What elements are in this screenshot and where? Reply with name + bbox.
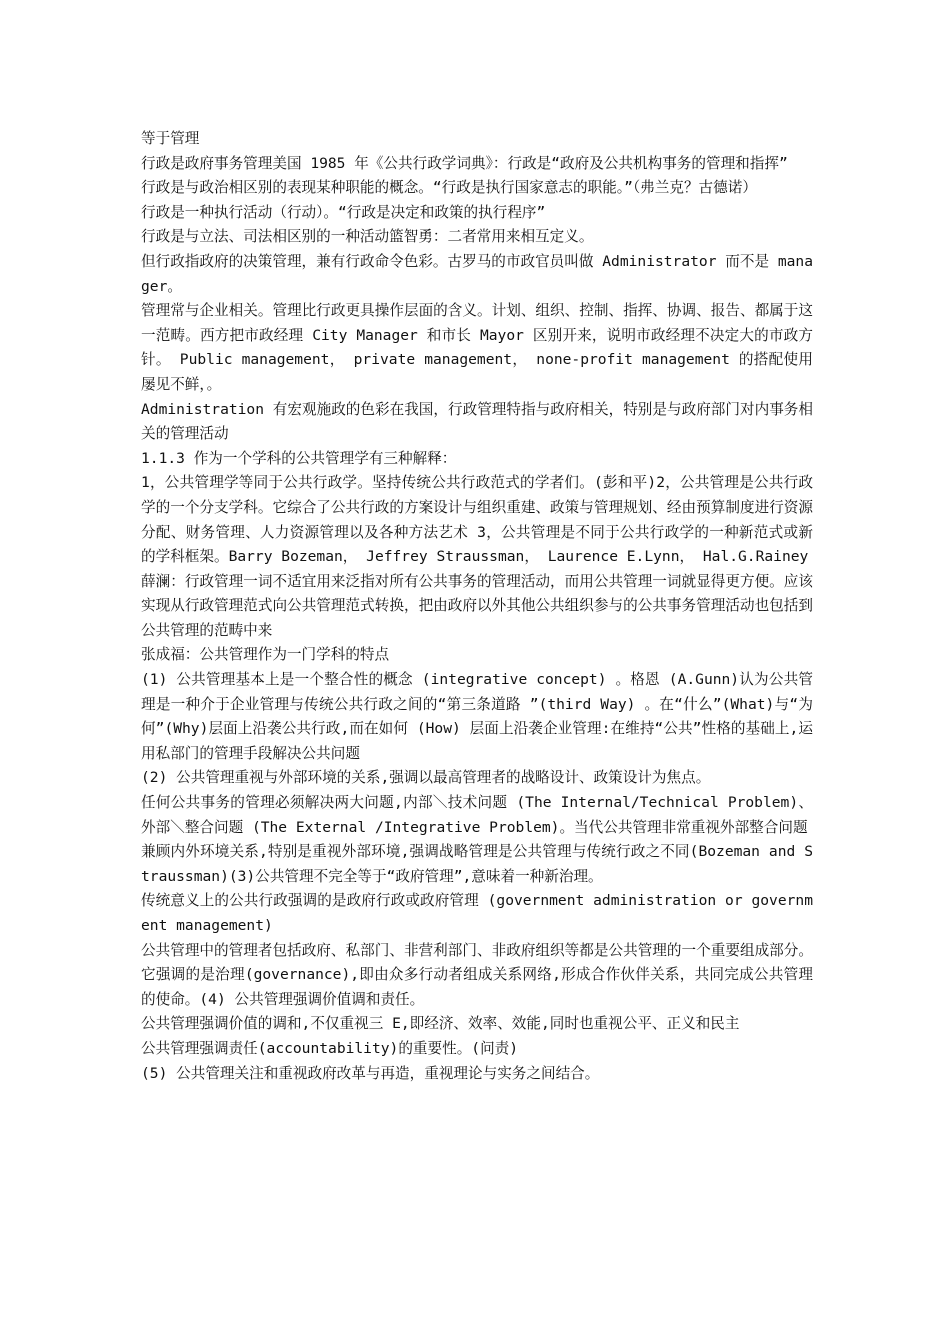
paragraph-5: 行政是与立法、司法相区别的一种活动篮智勇：二者常用来相互定义。: [141, 228, 594, 246]
paragraph-7: 管理常与企业相关。管理比行政更具操作层面的含义。计划、组织、控制、指挥、协调、报告、都属于这一范畴。西方把市政经理 City Manager 和市长 Mayor 区别开来，说明市政经理不决定大的市政方针。 Public management， private management， none-profit management 的搭配使用屡见不鲜，。: [141, 302, 813, 393]
paragraph-11: 薛澜：行政管理一词不适宜用来泛指对所有公共事务的管理活动，而用公共管理一词就显得更方便。应该实现从行政管理范式向公共管理范式转换，把由政府以外其他公共组织参与的公共事务管理活动也包括到公共管理的范畴中来: [141, 572, 813, 639]
paragraph-14: (2) 公共管理重视与外部环境的关系,强调以最高管理者的战略设计、政策设计为焦点。: [141, 769, 711, 787]
paragraph-16: 兼顾内外环境关系,特别是重视外部环境,强调战略管理是公共管理与传统行政之不同(Bozeman and Straussman)(3)公共管理不完全等于“政府管理”,意味着一种新治理。: [141, 843, 813, 885]
paragraph-1: 等于管理: [141, 130, 200, 147]
paragraph-2: 行政是政府事务管理美国 1985 年《公共行政学词典》：行政是“政府及公共机构事务的管理和指挥”: [141, 154, 788, 172]
paragraph-21: (5) 公共管理关注和重视政府改革与再造，重视理论与实务之间结合。: [141, 1064, 600, 1082]
document-body: [141, 127, 813, 1086]
paragraph-13: (1) 公共管理基本上是一个整合性的概念 (integrative concept) 。格恩 (A.Gunn)认为公共管理是一种介于企业管理与传统公共行政之间的“第三条道路 ”(third Way) 。在“什么”(What)与“为何”(Why)层面上沿袭公共行政,而在如何 (How) 层面上沿袭企业管理:在维持“公共”性格的基础上,运用私部门的管理手段解决公共问题: [141, 671, 813, 762]
paragraph-17: 传统意义上的公共行政强调的是政府行政或政府管理 (government administration or government management): [141, 892, 813, 934]
paragraph-3: 行政是与政治相区别的表现某种职能的概念。“行政是执行国家意志的职能。”（弗兰克？古德诺）: [141, 179, 757, 197]
paragraph-10: 1，公共管理学等同于公共行政学。坚持传统公共行政范式的学者们。(彭和平)2，公共管理是公共行政学的一个分支学科。它综合了公共行政的方案设计与组织重建、政策与管理规划、经由预算制度进行资源分配、财务管理、人力资源管理以及各种方法艺术 3，公共管理是不同于公共行政学的一种新范式或新的学科框架。Barry Bozeman， Jeffrey Straussman， Laurence E.Lynn， Hal.G.Rainey: [141, 474, 813, 566]
paragraph-20: 公共管理强调责任(accountability)的重要性。(问责): [141, 1039, 519, 1057]
paragraph-8: Administration 有宏观施政的色彩在我国，行政管理特指与政府相关，特别是与政府部门对内事务相关的管理活动: [141, 400, 813, 443]
paragraph-4: 行政是一种执行活动（行动）。“行政是决定和政策的执行程序”: [141, 203, 546, 221]
paragraph-15: 任何公共事务的管理必须解决两大问题,内部＼技术问题 (The Internal/Technical Problem)、外部＼整合问题 (The External /Integrative Problem)。当代公共管理非常重视外部整合问题: [141, 794, 813, 836]
paragraph-18: 公共管理中的管理者包括政府、私部门、非营利部门、非政府组织等都是公共管理的一个重要组成部分。它强调的是治理(governance),即由众多行动者组成关系网络,形成合作伙伴关系，共同完成公共管理的使命。(4) 公共管理强调价值调和责任。: [141, 941, 813, 1008]
paragraph-6: 但行政指政府的决策管理，兼有行政命令色彩。古罗马的市政官员叫做 Administrator 而不是 manager。: [141, 252, 813, 295]
section-heading: 1.1.3 作为一个学科的公共管理学有三种解释：: [141, 449, 457, 467]
paragraph-19: 公共管理强调价值的调和,不仅重视三 E,即经济、效率、效能,同时也重视公平、正义和民主: [141, 1015, 740, 1033]
paragraph-12: 张成福：公共管理作为一门学科的特点: [141, 646, 390, 664]
